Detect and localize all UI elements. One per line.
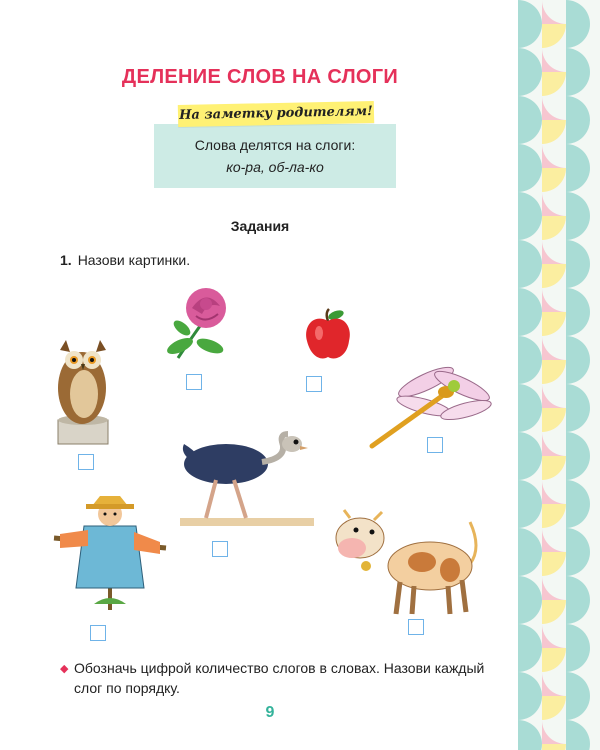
parents-note-tag: На заметку родителям! (178, 101, 374, 127)
dragonfly-checkbox[interactable] (427, 437, 443, 453)
page-title: ДЕЛЕНИЕ СЛОВ НА СЛОГИ (121, 66, 399, 88)
cow-picture (330, 508, 486, 616)
footer-text: Обозначь цифрой количество слогов в словах. Назови каждый слог по порядку. (74, 660, 485, 696)
scarecrow-checkbox[interactable] (90, 625, 106, 641)
owl-checkbox[interactable] (78, 454, 94, 470)
task-1 (60, 252, 190, 268)
rose-checkbox[interactable] (186, 374, 202, 390)
scarecrow-picture (50, 492, 170, 612)
ostrich-picture (176, 430, 320, 530)
owl-picture (48, 336, 118, 448)
footer-instruction (60, 658, 510, 698)
diamond-icon: ◆ (60, 663, 69, 675)
section-title: Задания (230, 218, 290, 234)
task-text: Назови картинки. (77, 252, 191, 268)
ostrich-checkbox[interactable] (212, 541, 228, 557)
apple-checkbox[interactable] (306, 376, 322, 392)
rose-picture (160, 280, 240, 364)
decorative-side-pattern (518, 0, 600, 750)
note-line-2: ко-ра, об-ла-ко (226, 159, 324, 175)
cow-checkbox[interactable] (408, 619, 424, 635)
note-line-1: Слова делятся на слоги: (194, 137, 356, 153)
task-number: 1. (60, 252, 72, 268)
apple-picture (303, 307, 353, 363)
page-number: 9 (265, 704, 275, 721)
parents-note-box (154, 124, 396, 188)
